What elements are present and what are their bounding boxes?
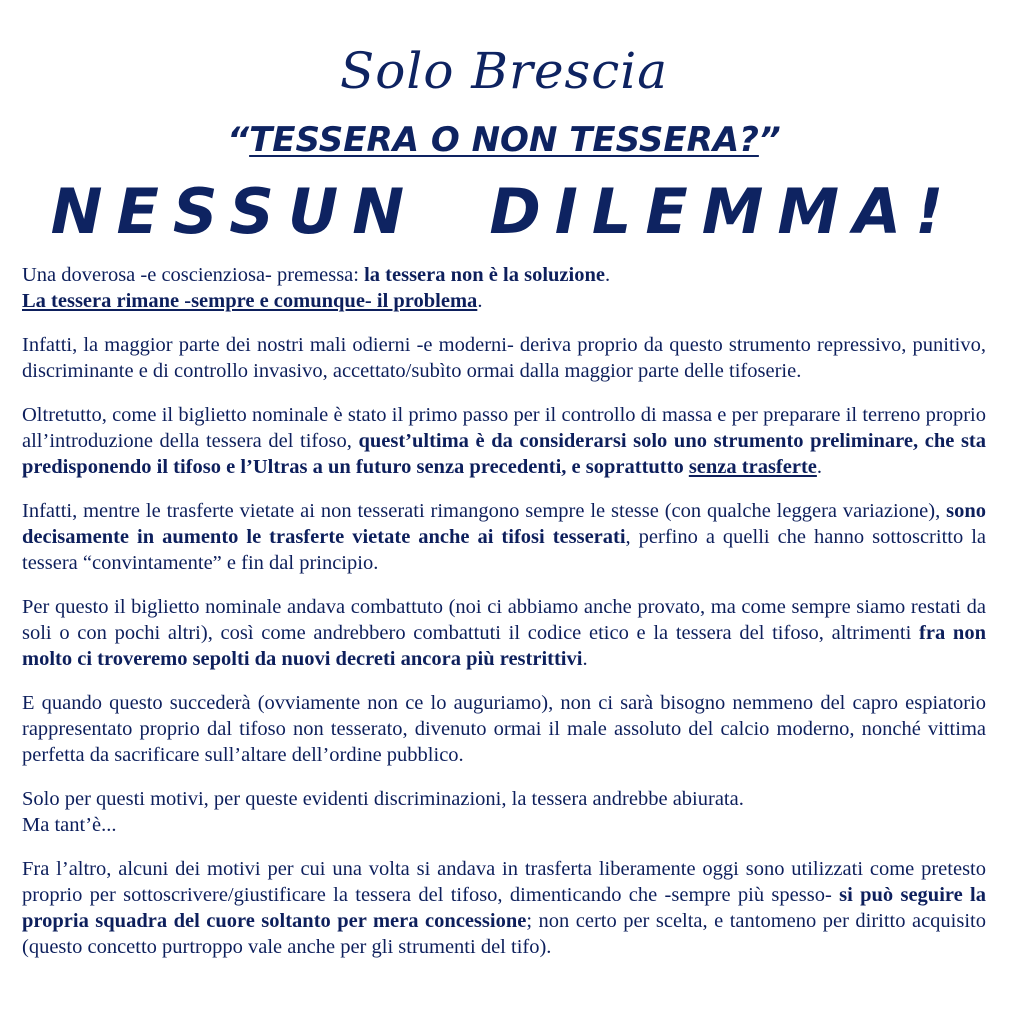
page-subtitle	[22, 116, 986, 164]
paragraph-4-bold: sono decisamente in aumento le trasferte vietate anche ai tifosi tesserati	[22, 500, 986, 548]
paragraph-4-text: Infatti, mentre le trasferte vietate ai non tesserati rimangono sempre le stesse (con qualche leggera variazione),	[22, 500, 947, 522]
paragraph-3	[22, 402, 986, 480]
subtitle-close-quote: ”	[758, 120, 781, 160]
paragraph-3-underlined: senza trasferte	[688, 456, 817, 478]
paragraph-8-text: Fra l’altro, alcuni dei motivi per cui una volta si andava in trasferta liberamente oggi sono utilizzati come pretesto proprio per sottoscrivere/giustificare la tessera del tifoso, dimenticando che -sempre più spesso-	[22, 858, 986, 906]
paragraph-4-text-2: , perfino a quelli che hanno sottoscritto la tessera “convintamente” e fin dal principio.	[22, 526, 986, 574]
paragraph-7-text-2: Ma tant’è...	[22, 814, 117, 836]
headline: NESSUN DILEMMA!	[50, 175, 958, 248]
page-title: Solo Brescia	[339, 42, 669, 100]
paragraph-3-period: .	[816, 456, 823, 478]
subtitle-open-quote: “	[227, 120, 250, 160]
paragraph-1-line-2	[22, 288, 986, 314]
paragraph-5	[22, 594, 986, 672]
paragraph-3-text: Oltretutto, come il biglietto nominale è stato il primo passo per il controllo di massa e per preparare il terreno proprio all’introduzione della tessera del tifoso,	[22, 404, 986, 452]
paragraph-6	[22, 690, 986, 768]
paragraph-1-text: Una doverosa -e coscienziosa- premessa:	[22, 264, 365, 286]
paragraph-2	[22, 332, 986, 384]
paragraph-1-bold: la tessera non è la soluzione	[364, 264, 605, 286]
paragraph-1-period: .	[604, 264, 611, 286]
paragraph-7-text: Solo per questi motivi, per queste evidenti discriminazioni, la tessera andrebbe abiurata.	[22, 788, 744, 810]
paragraph-8	[22, 856, 986, 960]
paragraph-1	[22, 262, 986, 314]
paragraph-2-text: Infatti, la maggior parte dei nostri mali odierni -e moderni- deriva proprio da questo strumento repressivo, punitivo, discriminante e di controllo invasivo, accettato/subìto ormai dalla maggior parte delle tifoserie.	[22, 334, 986, 382]
paragraph-5-text: Per questo il biglietto nominale andava combattuto (noi ci abbiamo anche provato, ma come sempre siamo restati da soli o con pochi altri), così come andrebbero combattuti il codice etico e la tessera del tifoso, altrimenti	[22, 596, 986, 644]
paragraph-5-bold: fra non molto ci troveremo sepolti da nuovi decreti ancora più restrittivi	[22, 622, 986, 670]
paragraph-5-period: .	[582, 648, 588, 670]
document-page	[22, 0, 986, 1024]
paragraph-4	[22, 498, 986, 576]
paragraph-7	[22, 786, 986, 838]
paragraph-6-text: E quando questo succederà (ovviamente non ce lo auguriamo), non ci sarà bisogno nemmeno del capro espiatorio rappresentato proprio dal tifoso non tesserato, divenuto ormai il male assoluto del calcio moderno, nonché vittima perfetta da sacrificare sull’altare dell’ordine pubblico.	[22, 692, 986, 766]
paragraph-1-bold-underlined: La tessera rimane -sempre e comunque- il problema	[22, 290, 478, 312]
paragraph-3-bold: quest’ultima è da considerarsi solo uno strumento preliminare, che sta predisponendo il tifoso e l’Ultras a un futuro senza precedenti, e soprattutto	[22, 430, 986, 478]
paragraph-1-period-2: .	[477, 290, 483, 312]
paragraph-1-line-1	[22, 262, 986, 288]
subtitle-text: TESSERA O NON TESSERA?	[249, 120, 759, 160]
paragraph-7-line-1	[22, 786, 986, 812]
paragraph-8-text-2: ; non certo per scelta, e tantomeno per diritto acquisito (questo concetto purtroppo vale anche per gli strumenti del tifo).	[22, 910, 986, 958]
paragraph-7-line-2	[22, 812, 986, 838]
paragraph-8-bold: si può seguire la propria squadra del cuore soltanto per mera concessione	[22, 884, 987, 932]
article-body	[22, 262, 986, 960]
